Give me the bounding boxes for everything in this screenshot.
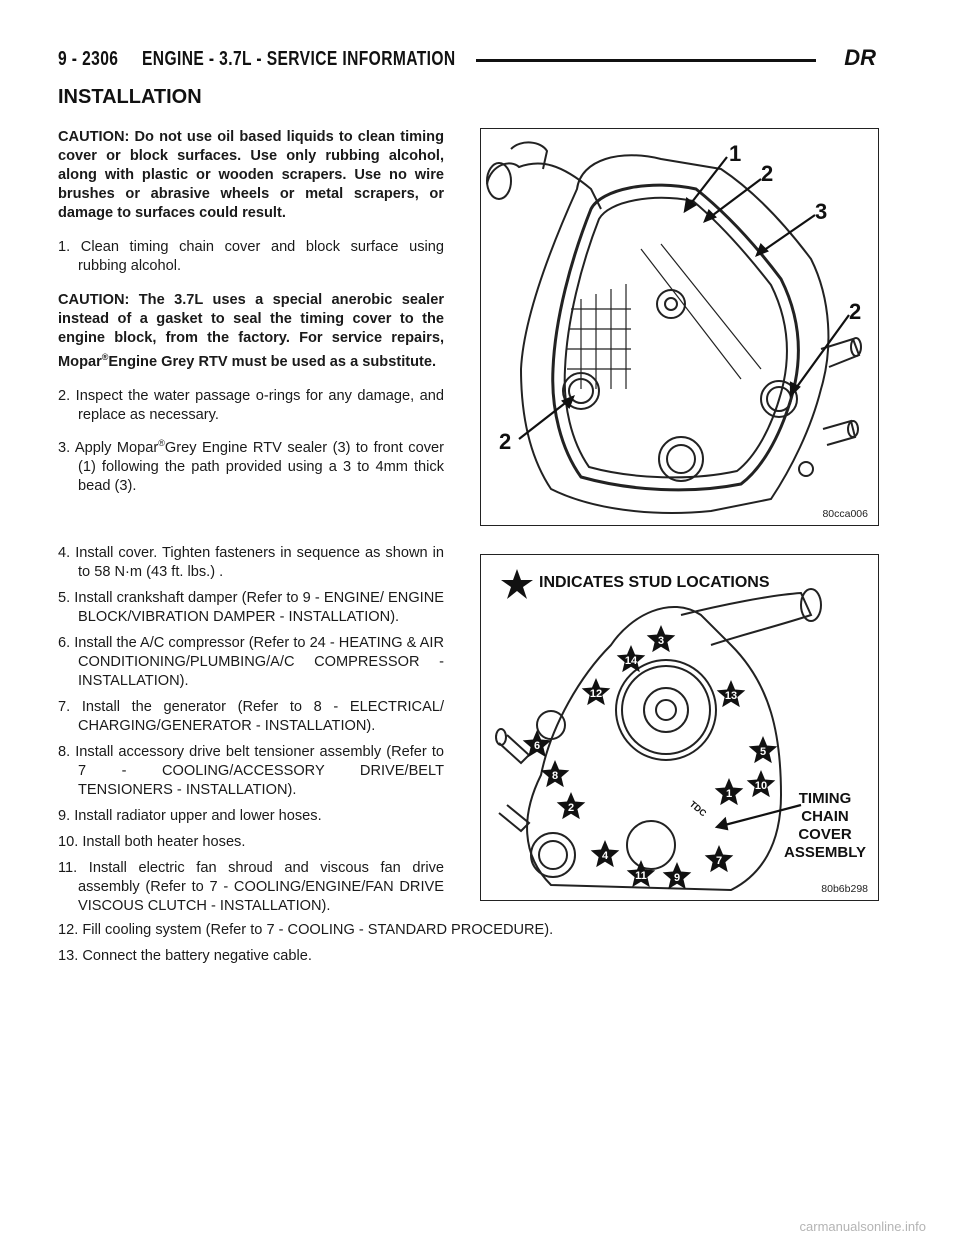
step-9: 9. Install radiator upper and lower hoses. [58, 808, 322, 824]
upper-text-column [58, 128, 444, 496]
step-3-text-a: 3. Apply Mopar [58, 440, 159, 456]
bolt-sequence-drawing [481, 555, 878, 900]
step-3-text-b: Grey Engine RTV sealer (3) to front cover (1) following the path provided using a 3 to 4mm thick bead (3). [78, 440, 444, 494]
caution-sealer-text-b: Engine Grey RTV must be used as a substitute. [108, 354, 437, 370]
step-7: 7. Install the generator (Refer to 8 - ELECTRICAL/ CHARGING/GENERATOR - INSTALLATION). [58, 699, 444, 734]
step-4: 4. Install cover. Tighten fasteners in sequence as shown in to 58 N·m (43 ft. lbs.) . [58, 545, 444, 580]
bolt-number-14: 14 [624, 655, 638, 667]
timing-cover-drawing [481, 129, 878, 525]
step-3 [58, 434, 444, 496]
bolt-number-6: 6 [533, 740, 541, 752]
bolt-number-1: 1 [725, 788, 733, 800]
step-1: 1. Clean timing chain cover and block surface using rubbing alcohol. [58, 239, 444, 274]
caution-sealer [58, 291, 444, 372]
figure-timing-cover-sealer [480, 128, 879, 526]
registered-mark: ® [158, 438, 165, 448]
stud-star-icon [501, 569, 533, 599]
callout-2: 2 [761, 161, 774, 186]
bolt-number-11: 11 [635, 870, 647, 882]
registered-mark: ® [101, 352, 109, 362]
figure-code: 80b6b298 [821, 883, 868, 895]
legend-text: INDICATES STUD LOCATIONS [539, 574, 770, 591]
bolt-number-8: 8 [551, 770, 559, 782]
step-8: 8. Install accessory drive belt tensioner assembly (Refer to 7 - COOLING/ACCESSORY DRIVE/BELT TENSIONERS - INSTALLATION). [58, 744, 444, 798]
watermark: carmanualsonline.info [799, 1219, 926, 1234]
step-11: 11. Install electric fan shroud and viscous fan drive assembly (Refer to 7 - COOLING/ENGINE/FAN DRIVE VISCOUS CLUTCH - INSTALLATION). [58, 860, 444, 914]
bolt-number-7: 7 [715, 855, 723, 867]
bolt-number-12: 12 [589, 688, 603, 700]
lower-text-column [58, 544, 444, 916]
step-2: 2. Inspect the water passage o-rings for any damage, and replace as necessary. [58, 388, 444, 423]
step-6: 6. Install the A/C compressor (Refer to 24 - HEATING & AIR CONDITIONING/PLUMBING/A/C COMPRESSOR - INSTALLATION). [58, 635, 444, 689]
bolt-number-5: 5 [759, 746, 767, 758]
figure-code: 80cca006 [822, 508, 868, 520]
page-header [58, 42, 876, 76]
step-5: 5. Install crankshaft damper (Refer to 9 - ENGINE/ ENGINE BLOCK/VIBRATION DAMPER - INSTALLATION). [58, 590, 444, 625]
assembly-label-line3: COVER [798, 826, 852, 843]
bolt-number-4: 4 [601, 850, 609, 862]
callout-2: 2 [849, 299, 862, 324]
caution-cleaning: CAUTION: Do not use oil based liquids to clean timing cover or block surfaces. Use only rubbing alcohol, along with plastic or wooden scrapers. Use no wire brushes or abrasive wheels or metal scrapers, or damage to surfaces could result. [58, 129, 444, 221]
header-title: ENGINE - 3.7L - SERVICE INFORMATION [142, 48, 456, 70]
bolt-number-13: 13 [724, 690, 738, 702]
callout-1: 1 [729, 141, 742, 166]
step-12: 12. Fill cooling system (Refer to 7 - COOLING - STANDARD PROCEDURE). [58, 922, 554, 938]
bolt-number-3: 3 [657, 635, 665, 647]
bolt-number-2: 2 [567, 802, 575, 814]
figure-bolt-sequence [480, 554, 879, 901]
page-number: 9 - 2306 [58, 48, 119, 70]
assembly-label-line1: TIMING [798, 790, 852, 807]
header-code: DR [844, 45, 876, 70]
assembly-label-line4: ASSEMBLY [784, 844, 866, 861]
bolt-number-9: 9 [673, 872, 681, 884]
section-title: INSTALLATION [58, 86, 202, 108]
step-10: 10. Install both heater hoses. [58, 834, 246, 850]
callout-3: 3 [815, 199, 828, 224]
step-13: 13. Connect the battery negative cable. [58, 948, 312, 964]
tdc-mark: TDC [687, 798, 709, 819]
callout-2: 2 [499, 429, 512, 454]
bolt-number-10: 10 [754, 780, 768, 792]
header-rule [476, 59, 816, 62]
caution-sealer-text-a: CAUTION: The 3.7L uses a special anerobic sealer instead of a gasket to seal the timing cover to the engine block, from the factory. For service repairs, Mopar [58, 292, 444, 370]
assembly-label-line2: CHAIN [801, 808, 849, 825]
